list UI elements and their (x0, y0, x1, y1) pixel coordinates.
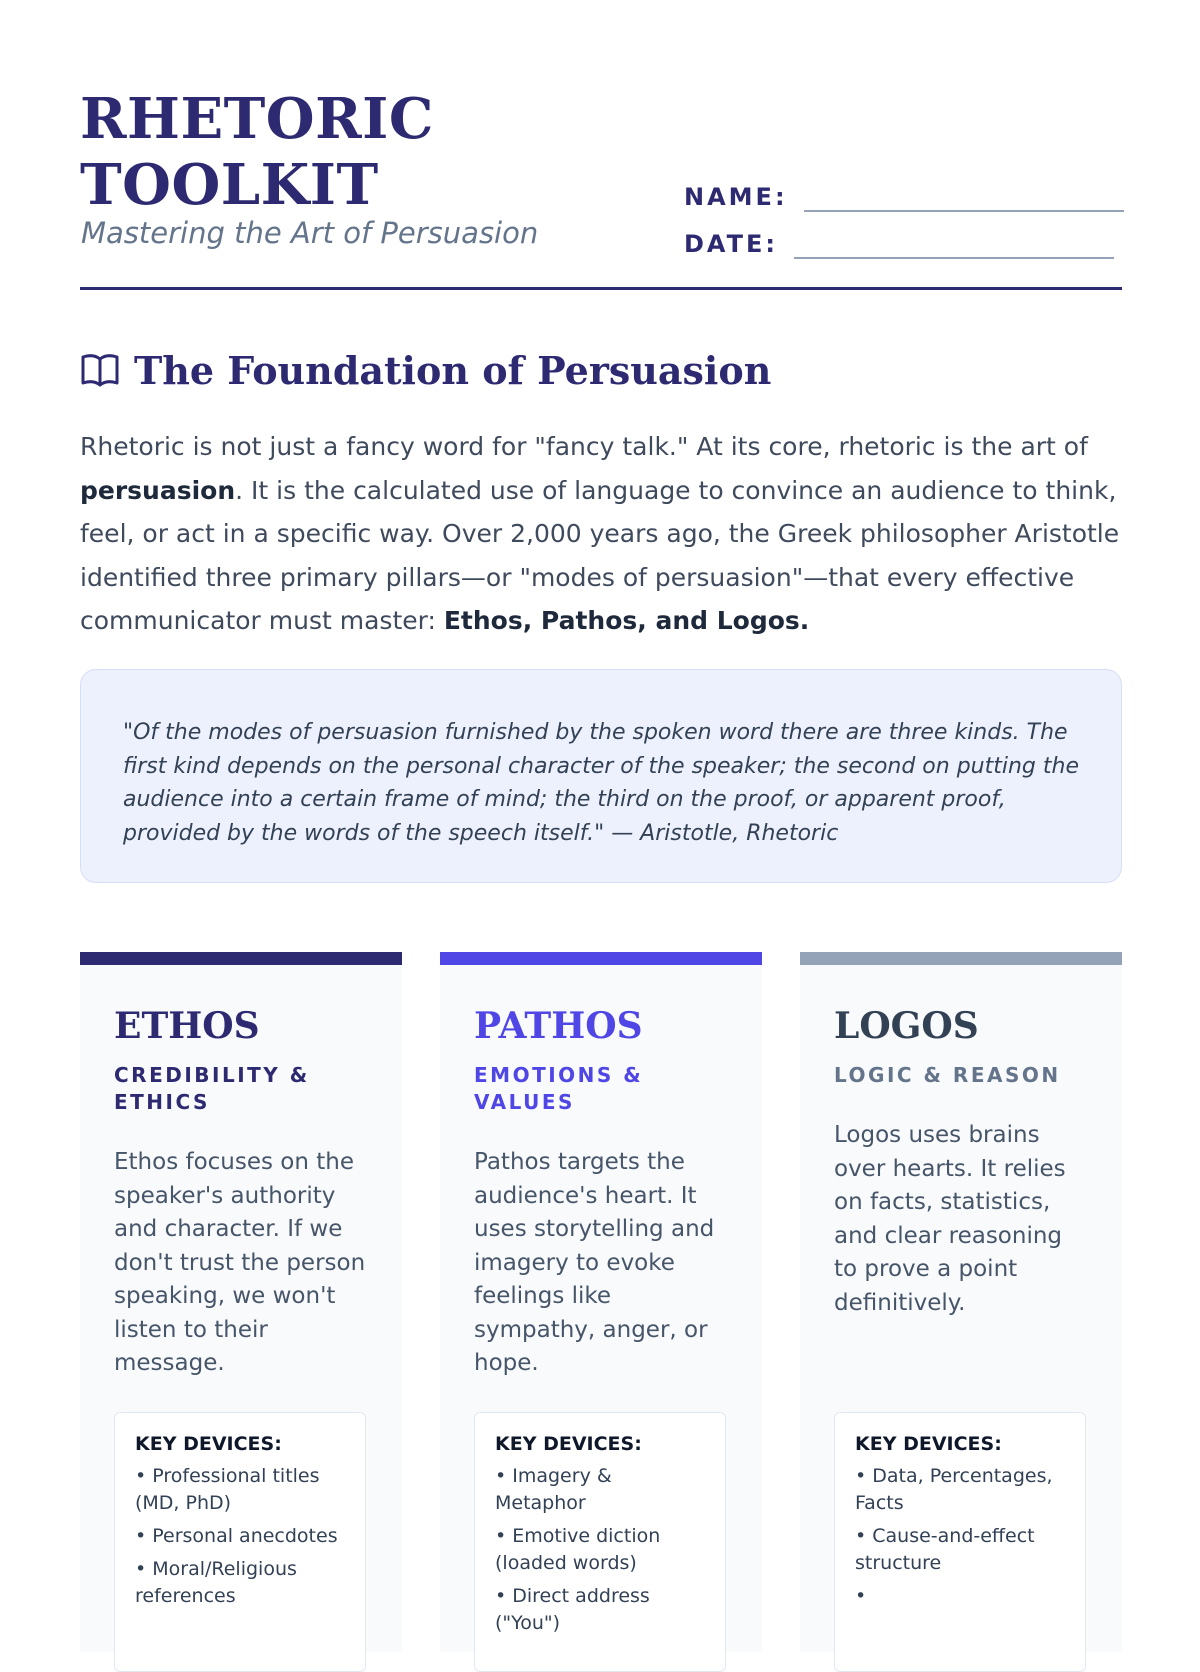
device-item: • Data, Percentages, Facts (855, 1465, 1053, 1514)
device-item: • Professional titles (MD, PhD) (135, 1465, 320, 1514)
card-ethos (80, 952, 402, 1652)
card-accent-bar (80, 952, 402, 965)
date-label: DATE: (684, 230, 778, 258)
card-description: Ethos focuses on the speaker's authority and character. If we don't trust the person speaking, we won't listen to their message. (114, 1149, 366, 1376)
card-accent-bar (440, 952, 762, 965)
title-line-2: TOOLKIT (80, 152, 379, 218)
device-item: • Emotive diction (loaded words) (495, 1525, 661, 1574)
device-item: • Cause-and-effect structure (855, 1525, 1035, 1574)
device-item: • (855, 1585, 867, 1607)
key-devices-box (474, 1412, 726, 1672)
device-item: • Moral/Religious references (135, 1558, 297, 1607)
key-devices-label: KEY DEVICES: (855, 1433, 1002, 1455)
card-title: ETHOS (114, 1005, 260, 1047)
card-description: Logos uses brains over hearts. It relies on facts, statistics, and clear reasoning to prove a point definitively. (834, 1122, 1066, 1316)
intro-paragraph (80, 425, 1130, 643)
section-title: The Foundation of Persuasion (134, 348, 772, 393)
card-pathos (440, 952, 762, 1652)
card-logos (800, 952, 1122, 1652)
card-title: LOGOS (834, 1005, 979, 1047)
device-item: • Personal anecdotes (135, 1525, 338, 1547)
card-description: Pathos targets the audience's heart. It uses storytelling and imagery to evoke feelings like sympathy, anger, or hope. (474, 1149, 715, 1376)
key-devices-label: KEY DEVICES: (495, 1433, 642, 1455)
intro-text-2: . It is the calculated use of language to convince an audience to think, feel, or act in a specific way. Over 2,000 years ago, the Greek philosopher Aristotle identified three primary pillars—or "modes of persuasion"—that every effective communicator must master: (80, 475, 1120, 635)
device-item: • Direct address ("You") (495, 1585, 650, 1634)
card-subtitle: EMOTIONS & VALUES (474, 1063, 644, 1114)
intro-bold-persuasion: persuasion (80, 475, 236, 505)
key-devices-box (834, 1412, 1086, 1672)
card-accent-bar (800, 952, 1122, 965)
card-subtitle: LOGIC & REASON (834, 1063, 1061, 1087)
intro-bold-modes: Ethos, Pathos, and Logos. (443, 606, 810, 635)
intro-text-1: Rhetoric is not just a fancy word for "fancy talk." At its core, rhetoric is the art of (80, 432, 1088, 461)
quote-text: "Of the modes of persuasion furnished by the spoken word there are three kinds. The first kind depends on the personal character of the speaker; the second on putting the audience into a certain frame of mind; the third on the proof, or apparent proof, provided by the words of the speech itself." — Aristotle, Rhetoric (123, 720, 1079, 846)
date-input-line[interactable] (794, 229, 1114, 259)
header-divider (80, 287, 1122, 290)
page-title (80, 86, 434, 218)
aristotle-quote-box (80, 669, 1122, 883)
name-label: NAME: (684, 183, 788, 211)
device-item: • Imagery & Metaphor (495, 1465, 612, 1514)
key-devices-box (114, 1412, 366, 1672)
name-input-line[interactable] (804, 182, 1124, 212)
page-subtitle: Mastering the Art of Persuasion (81, 216, 539, 250)
key-devices-label: KEY DEVICES: (135, 1433, 282, 1455)
date-field (684, 229, 1114, 259)
card-title: PATHOS (474, 1005, 643, 1047)
title-line-1: RHETORIC (80, 86, 434, 152)
section-heading (80, 348, 771, 393)
name-field (684, 182, 1124, 212)
book-icon (80, 353, 120, 389)
card-subtitle: CREDIBILITY & ETHICS (114, 1063, 310, 1114)
